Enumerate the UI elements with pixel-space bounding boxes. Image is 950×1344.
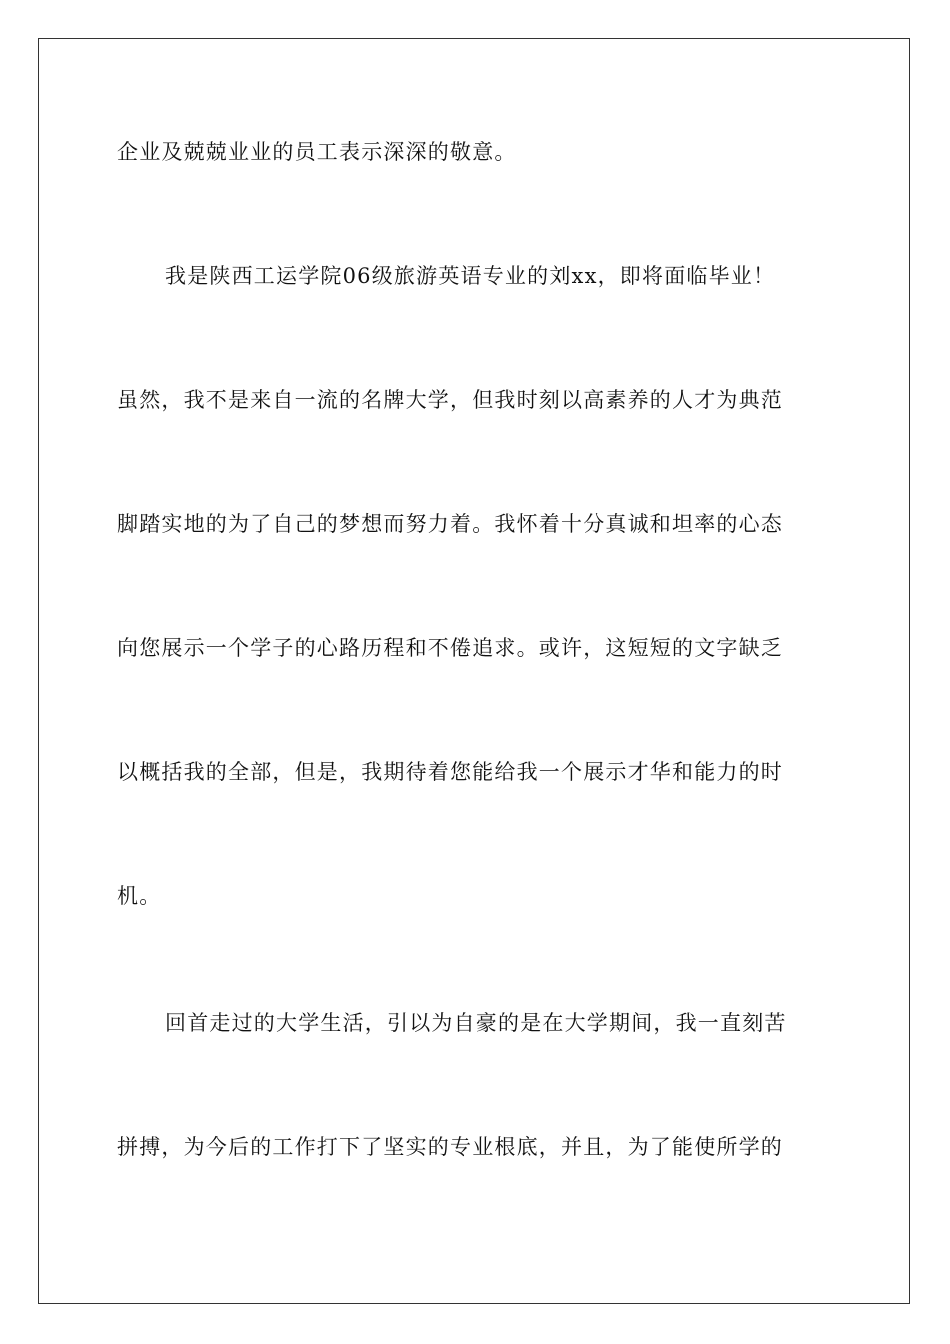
text-line-6: 以概括我的全部，但是，我期待着您能给我一个展示才华和能力的时 <box>117 760 783 784</box>
text-line-9: 拼搏，为今后的工作打下了坚实的专业根底，并且，为了能使所学的 <box>117 1135 783 1159</box>
text-line-7: 机。 <box>117 884 162 908</box>
text-line-5: 向您展示一个学子的心路历程和不倦追求。或许，这短短的文字缺乏 <box>117 636 783 660</box>
text-line-3: 虽然，我不是来自一流的名牌大学，但我时刻以高素养的人才为典范 <box>117 388 783 412</box>
text-line-1: 企业及兢兢业业的员工表示深深的敬意。 <box>117 140 517 164</box>
text-line-4: 脚踏实地的为了自己的梦想而努力着。我怀着十分真诚和坦率的心态 <box>117 512 783 536</box>
page-border <box>38 38 910 1304</box>
text-line-2: 我是陕西工运学院06级旅游英语专业的刘xx，即将面临毕业！ <box>165 264 776 288</box>
text-line-8: 回首走过的大学生活，引以为自豪的是在大学期间，我一直刻苦 <box>165 1011 787 1035</box>
